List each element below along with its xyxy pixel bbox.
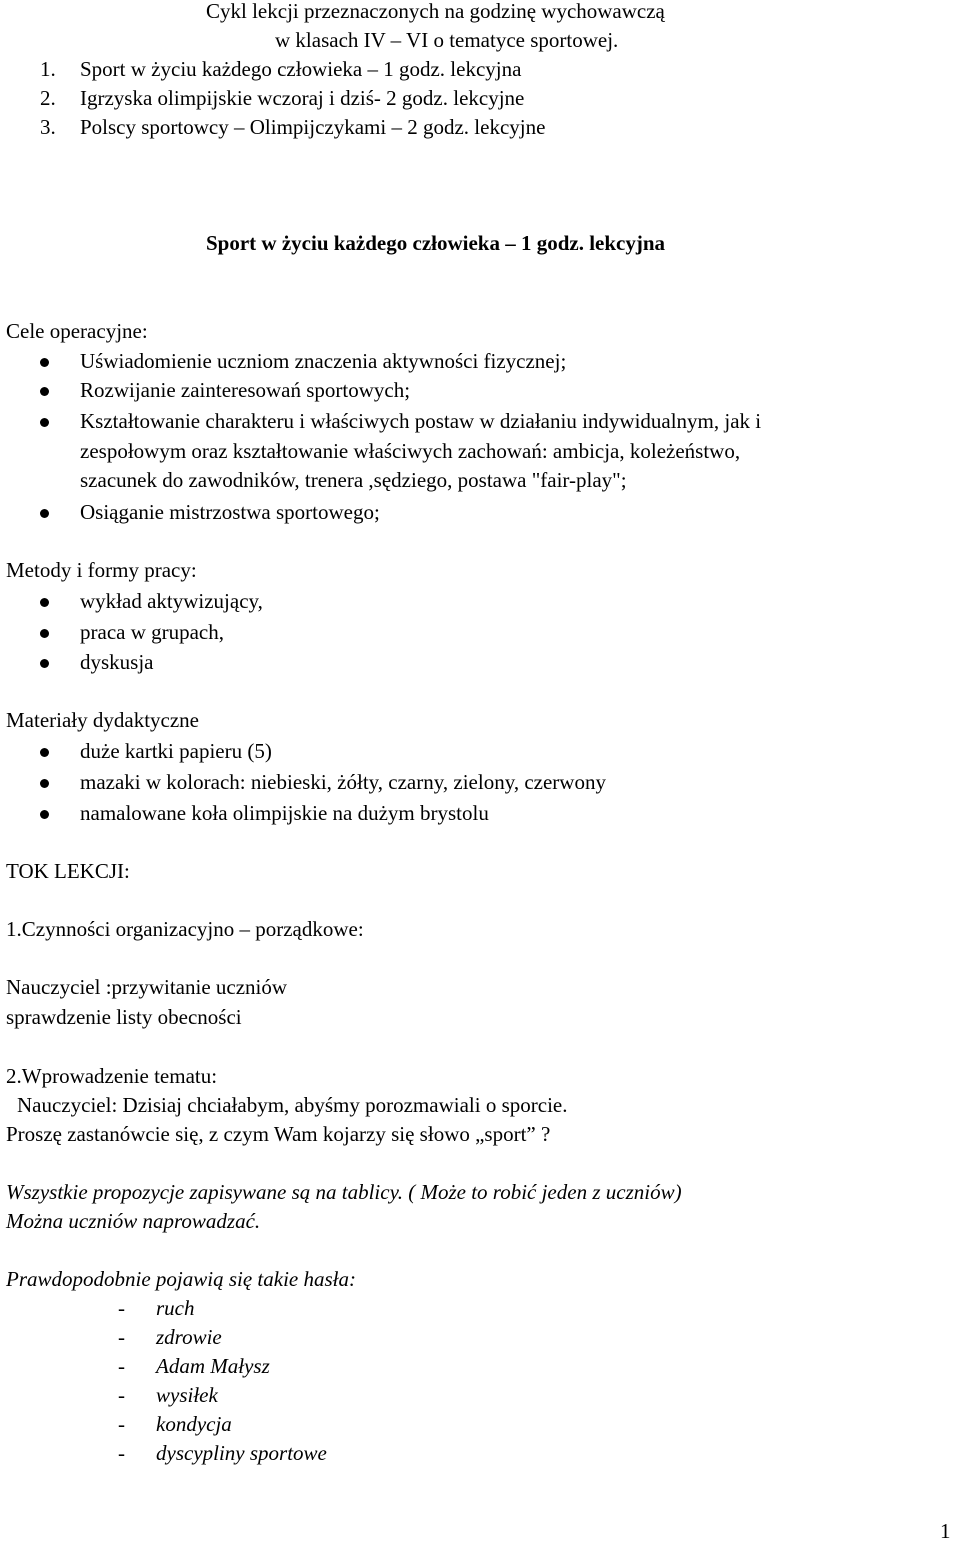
objectives-heading: Cele operacyjne: xyxy=(6,319,148,343)
step-2-line: Proszę zastanówcie się, z czym Wam kojarzy się słowo „sport” ? xyxy=(6,1122,551,1146)
bullet-icon xyxy=(40,358,49,367)
expected-answer-text: kondycja xyxy=(156,1412,232,1436)
bullet-icon xyxy=(40,659,49,668)
expected-answer-text: zdrowie xyxy=(156,1325,222,1349)
step-1-line: sprawdzenie listy obecności xyxy=(6,1005,242,1029)
method-item: dyskusja xyxy=(80,650,154,674)
expected-answer-text: Adam Małysz xyxy=(156,1354,270,1378)
objective-item: Uświadomienie uczniom znaczenia aktywności fizycznej; xyxy=(80,349,567,373)
list-text: Igrzyska olimpijskie wczoraj i dziś- 2 godz. lekcyjne xyxy=(80,86,525,110)
method-item: praca w grupach, xyxy=(80,620,225,644)
step-1-heading: 1.Czynności organizacyjno – porządkowe: xyxy=(6,917,364,941)
teacher-note: Wszystkie propozycje zapisywane są na tablicy. ( Może to robić jeden z uczniów) xyxy=(6,1180,682,1204)
bullet-icon xyxy=(40,509,49,518)
expected-answers-heading: Prawdopodobnie pojawią się takie hasła: xyxy=(6,1267,356,1291)
objective-item-continued: szacunek do zawodników, trenera ,sędziego, postawa "fair-play"; xyxy=(80,468,627,492)
bullet-icon xyxy=(40,598,49,607)
list-number: 3. xyxy=(40,115,56,139)
document-title-line-2: w klasach IV – VI o tematyce sportowej. xyxy=(275,28,619,52)
bullet-icon xyxy=(40,748,49,757)
bullet-icon xyxy=(40,629,49,638)
method-item: wykład aktywizujący, xyxy=(80,589,263,613)
lesson-course-heading: TOK LEKCJI: xyxy=(6,859,130,883)
bullet-icon xyxy=(40,810,49,819)
objective-item: Osiąganie mistrzostwa sportowego; xyxy=(80,500,380,524)
list-number: 1. xyxy=(40,57,56,81)
methods-heading: Metody i formy pracy: xyxy=(6,558,197,582)
page-number: 1 xyxy=(940,1519,951,1543)
materials-heading: Materiały dydaktyczne xyxy=(6,708,199,732)
expected-answer-text: ruch xyxy=(156,1296,195,1320)
material-item: mazaki w kolorach: niebieski, żółty, czarny, zielony, czerwony xyxy=(80,770,606,794)
document-title-line-1: Cykl lekcji przeznaczonych na godzinę wychowawczą xyxy=(206,0,665,23)
bullet-icon xyxy=(40,779,49,788)
lesson-title: Sport w życiu każdego człowieka – 1 godz. lekcyjna xyxy=(206,231,666,255)
list-number: 2. xyxy=(40,86,56,110)
material-item: duże kartki papieru (5) xyxy=(80,739,272,763)
step-2-heading: 2.Wprowadzenie tematu: xyxy=(6,1064,218,1088)
list-text: Sport w życiu każdego człowieka – 1 godz. lekcyjna xyxy=(80,57,522,81)
bullet-icon xyxy=(40,387,49,396)
dash-marker: - xyxy=(118,1412,125,1436)
objective-item: Kształtowanie charakteru i właściwych postaw w działaniu indywidualnym, jak i xyxy=(80,409,762,433)
expected-answer-text: dyscypliny sportowe xyxy=(156,1441,327,1465)
step-2-line: Nauczyciel: Dzisiaj chciałabym, abyśmy porozmawiali o sporcie. xyxy=(17,1093,568,1117)
dash-marker: - xyxy=(118,1325,125,1349)
material-item: namalowane koła olimpijskie na dużym brystolu xyxy=(80,801,489,825)
expected-answer-text: wysiłek xyxy=(156,1383,218,1407)
dash-marker: - xyxy=(118,1441,125,1465)
dash-marker: - xyxy=(118,1383,125,1407)
objective-item-continued: zespołowym oraz kształtowanie właściwych zachowań: ambicja, koleżeństwo, xyxy=(80,439,741,463)
dash-marker: - xyxy=(118,1296,125,1320)
bullet-icon xyxy=(40,418,49,427)
teacher-note: Można uczniów naprowadzać. xyxy=(6,1209,261,1233)
dash-marker: - xyxy=(118,1354,125,1378)
objective-item: Rozwijanie zainteresowań sportowych; xyxy=(80,378,411,402)
list-text: Polscy sportowcy – Olimpijczykami – 2 godz. lekcyjne xyxy=(80,115,546,139)
step-1-line: Nauczyciel :przywitanie uczniów xyxy=(6,975,288,999)
